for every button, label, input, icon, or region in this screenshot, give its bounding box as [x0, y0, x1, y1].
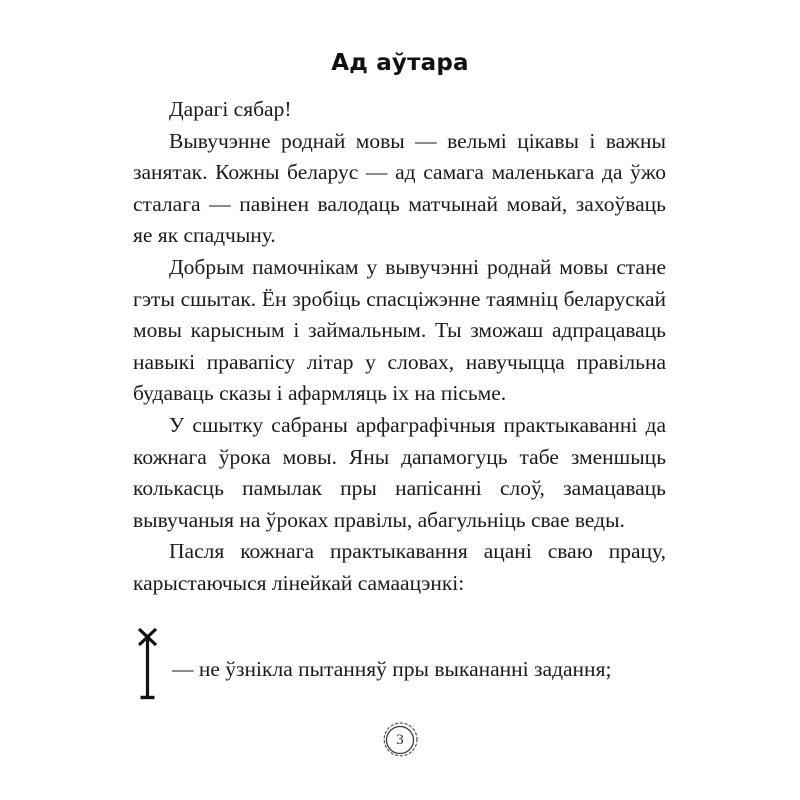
paragraph-1: Вывучэнне роднай мовы — вельмі цікавы і важны занятак. Кожны беларус — ад самага маленькага да ўжо сталага — павінен валодаць матчынай мовай, захоўваць яе як спадчыну. [133, 128, 666, 248]
paragraph-4: Пасля кожнага практыкавання ацані сваю працу, карыстаючыся лінейкай самаацэнкі: [133, 539, 666, 595]
body-text-column [133, 94, 666, 600]
page-title: Ад аўтара [331, 50, 469, 76]
self-assessment-note: — не ўзнікла пытанняў пры выкананні задання; [172, 657, 612, 681]
self-assessment-ruler-icon [133, 626, 163, 704]
page-number-area [0, 718, 800, 762]
page-number-badge [378, 718, 422, 762]
page-number: 3 [396, 732, 404, 748]
paragraph-3: У сшытку сабраны арфаграфічныя практыкаванні да кожнага ўрока мовы. Яны дапамогуць табе зменшыць колькасць памылак пры напісанні слоў, замацаваць вывучаныя на ўроках правілы, абагульніць свае веды. [133, 412, 666, 532]
self-assessment-row [133, 626, 666, 706]
paragraph-greeting: Дарагі сябар! [169, 97, 292, 121]
paragraph-2: Добрым памочнікам у вывучэнні роднай мовы стане гэты сшытак. Ён зробіць спасціжэнне таямніц беларускай мовы карысным і займальным. Ты зможаш адпрацаваць навыкі правапісу літар у словах, навучыцца правільна будаваць сказы і афармляць іх на пісьме. [133, 254, 666, 406]
